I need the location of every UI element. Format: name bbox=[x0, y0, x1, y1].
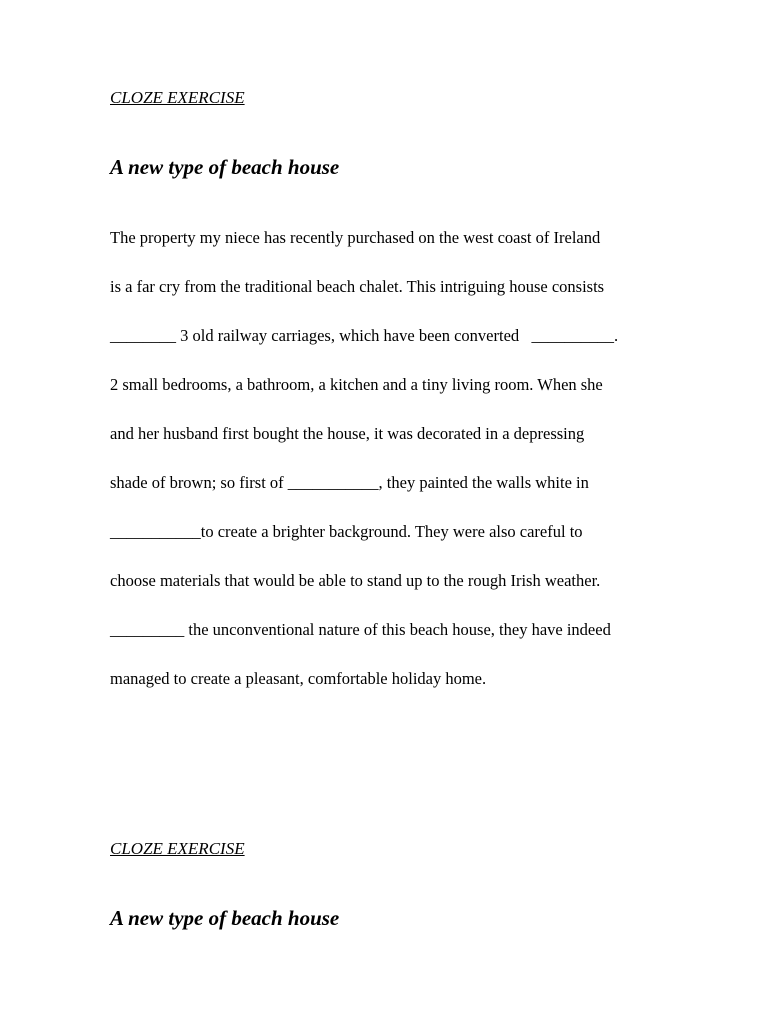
passage-line: 2 small bedrooms, a bathroom, a kitchen and a tiny living room. When she bbox=[110, 375, 603, 394]
passage-line: and her husband first bought the house, it was decorated in a depressing bbox=[110, 424, 585, 443]
exercise-label: CLOZE EXERCISE bbox=[110, 839, 245, 858]
exercise-label: CLOZE EXERCISE bbox=[110, 88, 245, 107]
passage-line: is a far cry from the traditional beach chalet. This intriguing house consists bbox=[110, 277, 605, 296]
passage-line: ___________to create a brighter background. They were also careful to bbox=[110, 522, 583, 541]
passage-line: The property my niece has recently purchased on the west coast of Ireland bbox=[110, 228, 601, 247]
passage-line: ________ 3 old railway carriages, which have been converted __________. bbox=[110, 326, 619, 345]
cloze-exercise-section bbox=[110, 838, 670, 930]
passage-line: managed to create a pleasant, comfortable holiday home. bbox=[110, 669, 487, 688]
exercise-title: A new type of beach house bbox=[110, 906, 340, 930]
passage-line: _________ the unconventional nature of this beach house, they have indeed bbox=[110, 620, 611, 639]
passage-line: shade of brown; so first of ___________, they painted the walls white in bbox=[110, 473, 589, 492]
exercise-title: A new type of beach house bbox=[110, 155, 340, 179]
passage-text bbox=[110, 227, 670, 717]
cloze-exercise-section bbox=[110, 87, 670, 688]
passage-line: choose materials that would be able to stand up to the rough Irish weather. bbox=[110, 571, 601, 590]
